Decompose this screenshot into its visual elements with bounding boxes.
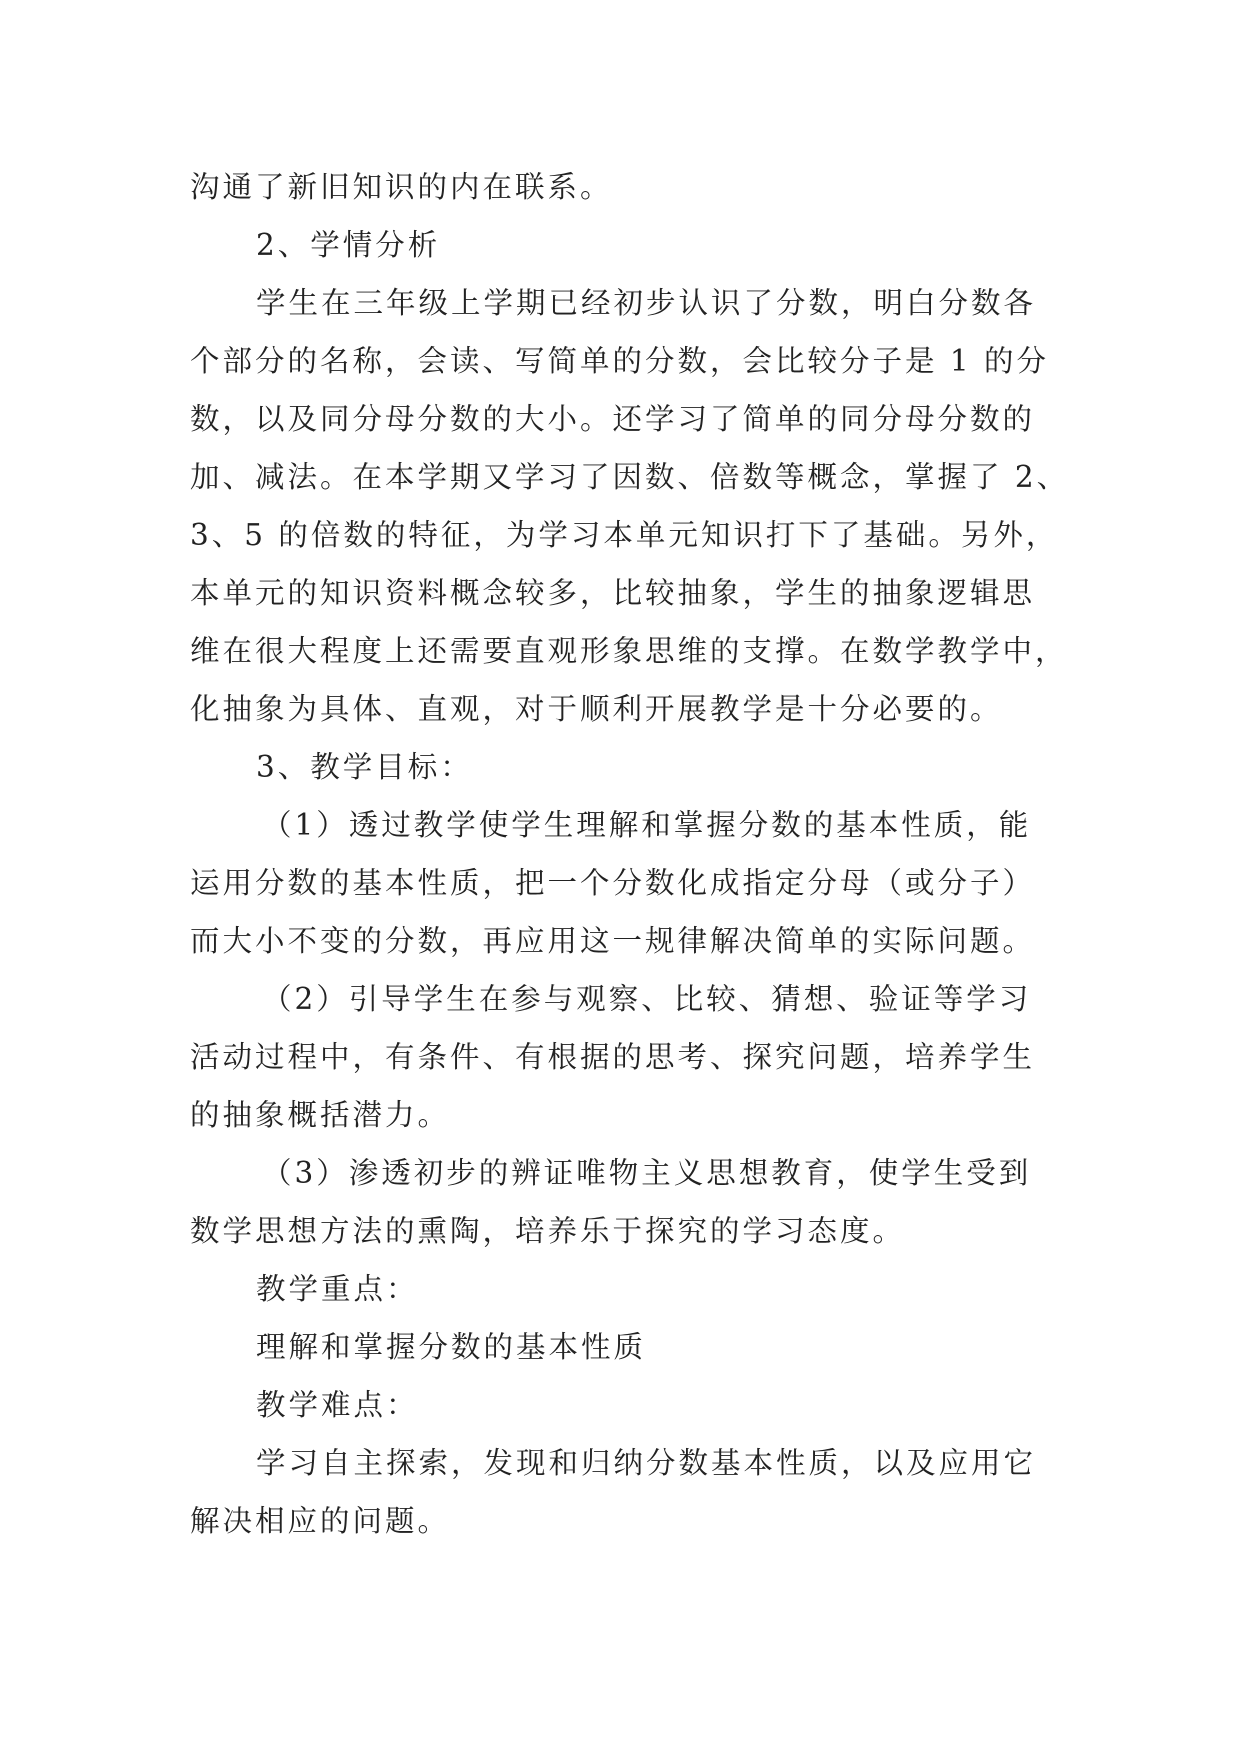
paragraph-line: 加、减法。在本学期又学习了因数、倍数等概念，掌握了 2、	[190, 460, 1070, 494]
paragraph-line: 沟通了新旧知识的内在联系。	[190, 170, 613, 204]
section-heading: 3、教学目标：	[256, 750, 473, 784]
paragraph-line: 本单元的知识资料概念较多，比较抽象，学生的抽象逻辑思	[190, 576, 1036, 610]
paragraph-line: （1）透过教学使学生理解和掌握分数的基本性质，能	[262, 808, 1032, 842]
paragraph-line: 解决相应的问题。	[190, 1504, 451, 1538]
paragraph-line: 理解和掌握分数的基本性质	[256, 1330, 647, 1364]
paragraph-line: 运用分数的基本性质，把一个分数化成指定分母（或分子）	[190, 866, 1036, 900]
paragraph-line: 学习自主探索，发现和归纳分数基本性质，以及应用它	[256, 1446, 1037, 1480]
paragraph-line: 维在很大程度上还需要直观形象思维的支撑。在数学教学中，	[190, 634, 1068, 668]
paragraph-line: （3）渗透初步的辨证唯物主义思想教育，使学生受到	[262, 1156, 1032, 1190]
paragraph-line: （2）引导学生在参与观察、比较、猜想、验证等学习	[262, 982, 1032, 1016]
document-body	[190, 158, 1070, 1550]
section-heading: 教学难点：	[256, 1388, 419, 1422]
paragraph-line: 活动过程中，有条件、有根据的思考、探究问题，培养学生	[190, 1040, 1036, 1074]
paragraph-line: 数学思想方法的熏陶，培养乐于探究的学习态度。	[190, 1214, 906, 1248]
paragraph-line: 而大小不变的分数，再应用这一规律解决简单的实际问题。	[190, 924, 1036, 958]
paragraph-line: 化抽象为具体、直观，对于顺利开展教学是十分必要的。	[190, 692, 1003, 726]
paragraph-line: 数，以及同分母分数的大小。还学习了简单的同分母分数的	[190, 402, 1036, 436]
paragraph-line: 个部分的名称，会读、写简单的分数，会比较分子是 1 的分	[190, 344, 1050, 378]
paragraph-line: 的抽象概括潜力。	[190, 1098, 451, 1132]
paragraph-line: 学生在三年级上学期已经初步认识了分数，明白分数各	[256, 286, 1037, 320]
section-heading: 2、学情分析	[256, 228, 441, 262]
paragraph-line: 3、5 的倍数的特征，为学习本单元知识打下了基础。另外，	[190, 518, 1059, 552]
section-heading: 教学重点：	[256, 1272, 419, 1306]
